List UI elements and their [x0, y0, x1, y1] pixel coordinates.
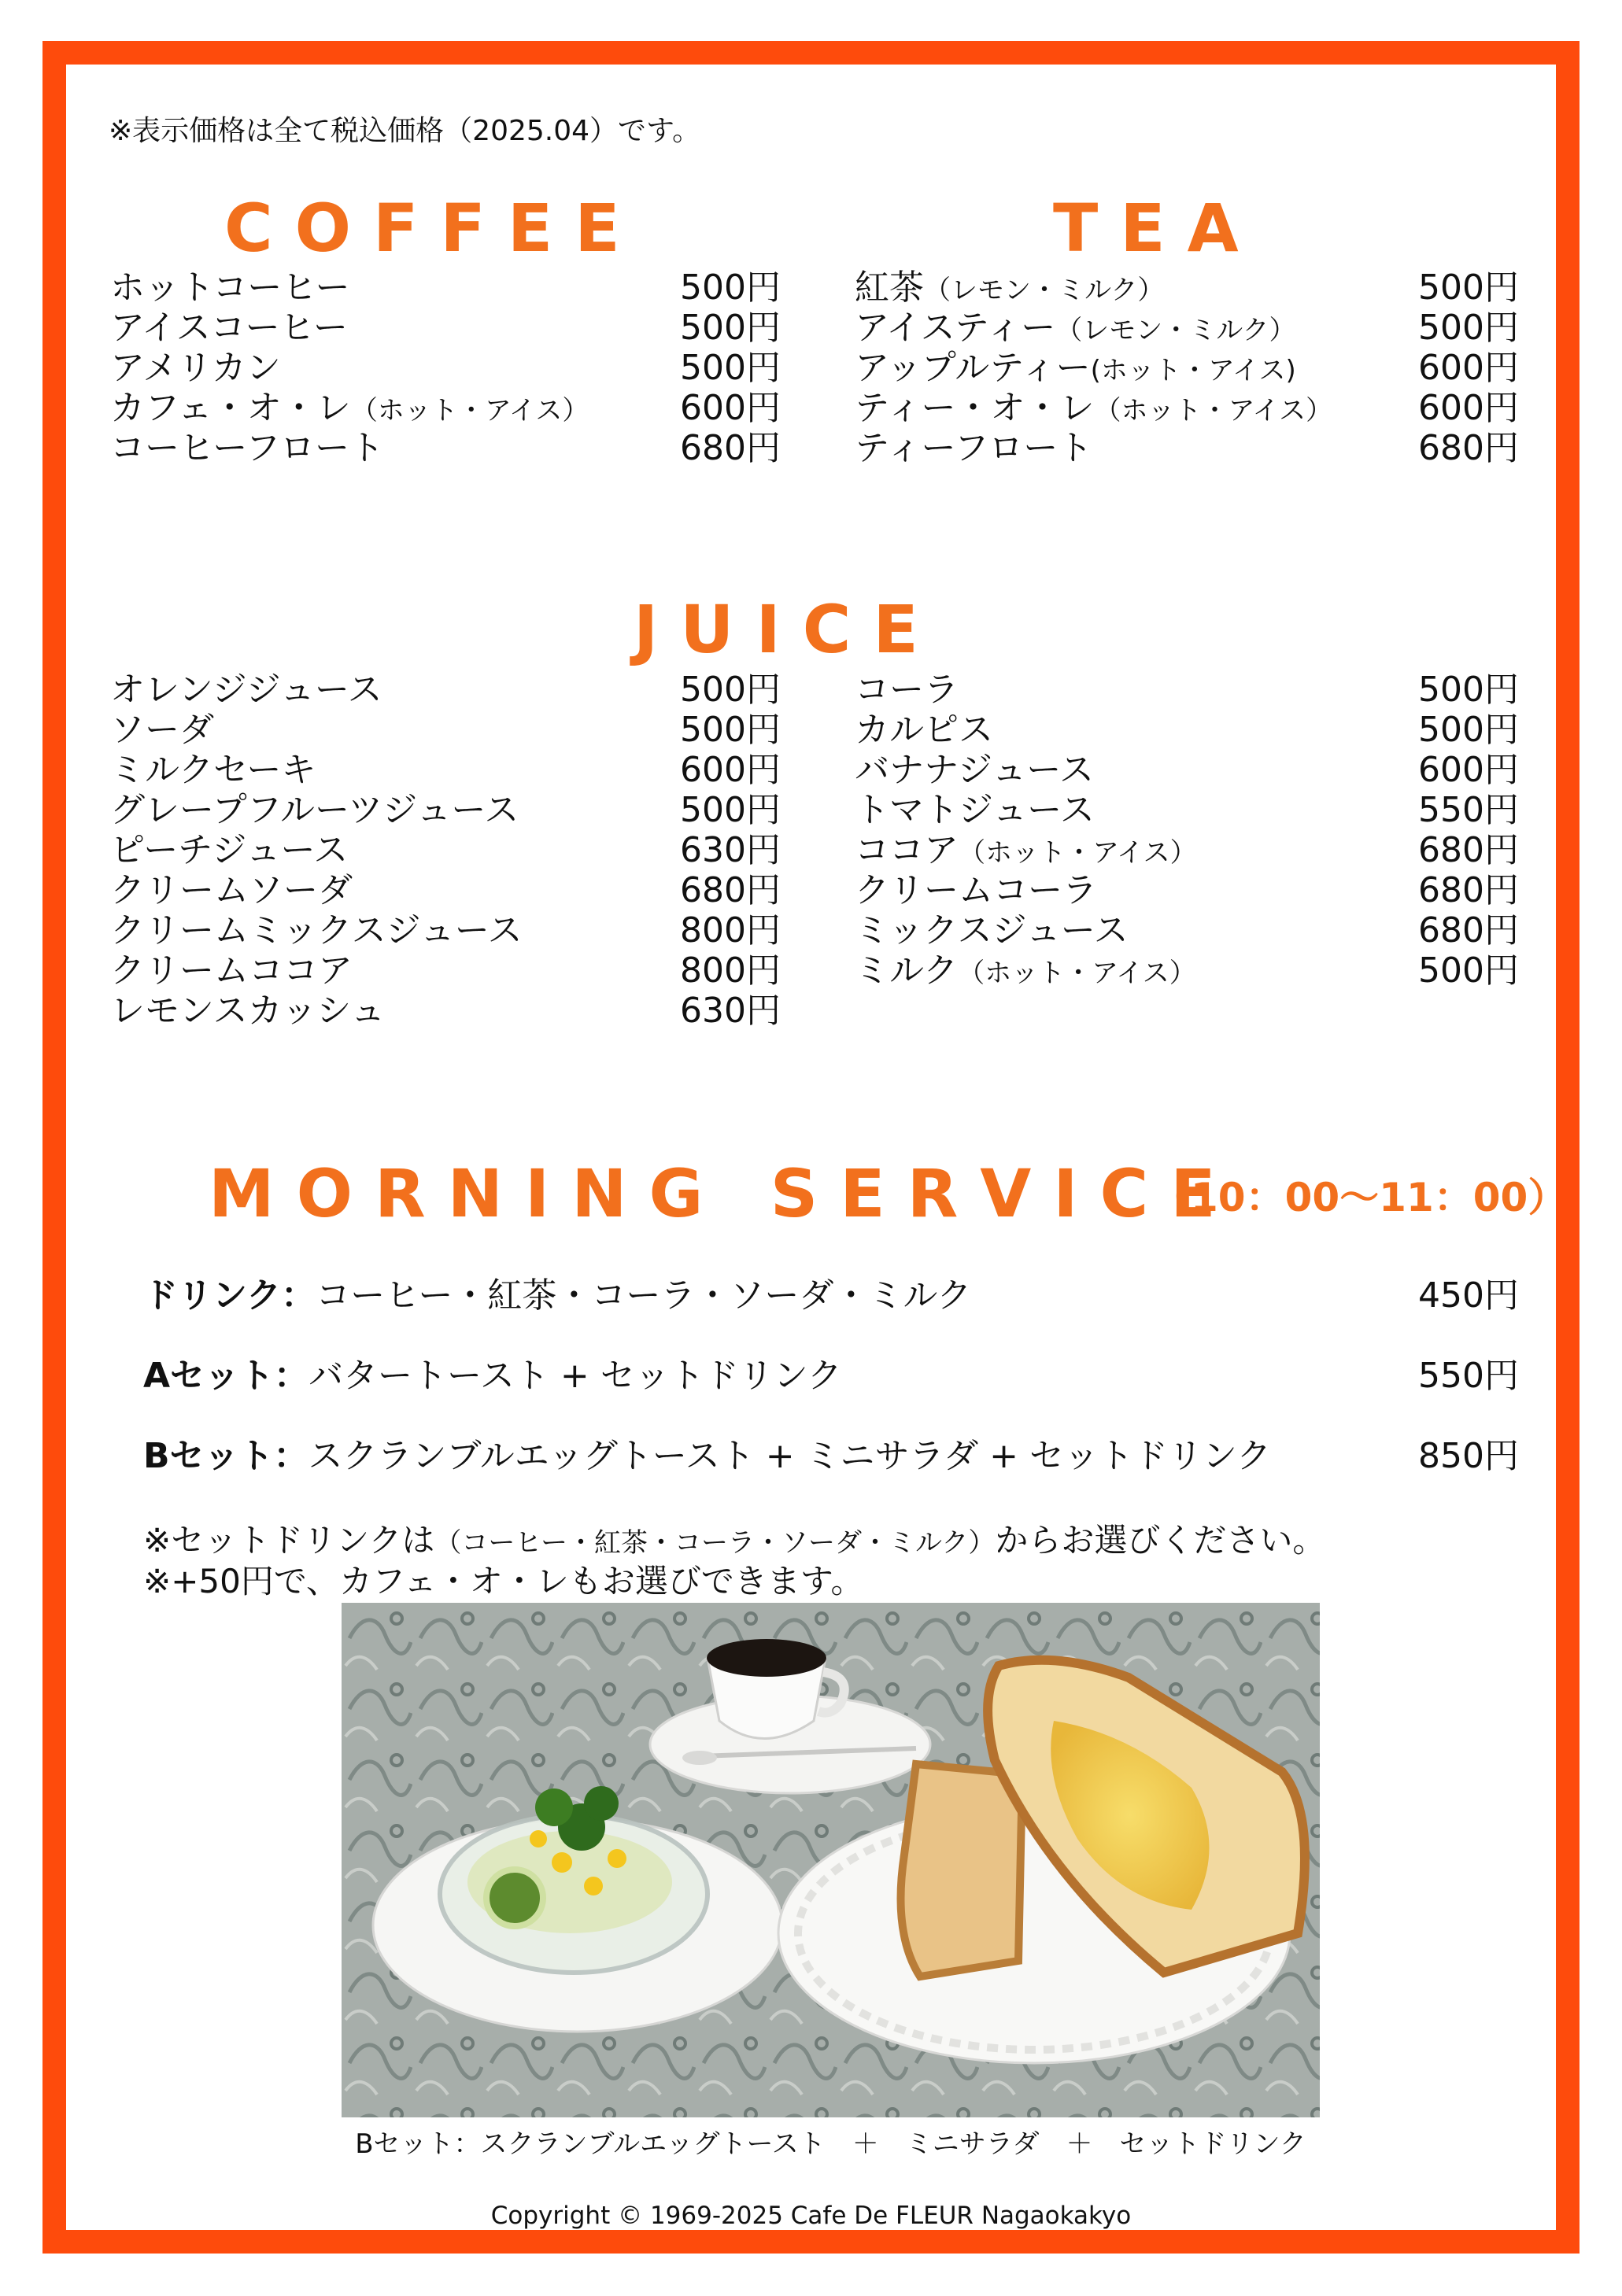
- item-price: 600円: [1418, 750, 1519, 790]
- tea-heading: TEA: [1053, 190, 1261, 267]
- item-name: トマトジュース: [855, 790, 1095, 830]
- item-name: クリームココア: [110, 951, 353, 991]
- menu-item: [110, 910, 781, 951]
- item-name: コーヒーフロート: [110, 428, 385, 468]
- note-drink-options: （コーヒー・紅茶・コーラ・ソーダ・ミルク）: [434, 1527, 996, 1559]
- morning-row-label: ドリンク：: [143, 1275, 316, 1316]
- item-price: 680円: [1418, 830, 1519, 870]
- juice-list-right: [855, 670, 1519, 991]
- menu-item: [855, 308, 1519, 348]
- item-price: 550円: [1418, 790, 1519, 830]
- morning-row-price: 850円: [1418, 1436, 1519, 1476]
- item-name: ミルク: [855, 951, 959, 991]
- item-name: ピーチジュース: [110, 830, 349, 870]
- morning-row-drink: [143, 1272, 1519, 1320]
- item-price: 500円: [1418, 670, 1519, 710]
- item-option: (ホット・アイス): [1090, 355, 1296, 386]
- b-set-photo: [342, 1603, 1320, 2117]
- morning-heading: MORNING SERVICE: [209, 1155, 1238, 1232]
- item-name: バナナジュース: [855, 750, 1095, 790]
- morning-row-set-a: [143, 1353, 1519, 1400]
- menu-item: [110, 670, 781, 710]
- item-name: クリームコーラ: [855, 870, 1097, 910]
- item-name: ココア: [855, 830, 959, 870]
- coffee-list: [110, 268, 781, 468]
- morning-row-label: Aセット：: [143, 1356, 309, 1396]
- menu-item: [855, 790, 1519, 830]
- morning-row-price: 550円: [1418, 1356, 1519, 1396]
- menu-item: [855, 268, 1519, 308]
- item-option: （ホット・アイス）: [958, 958, 1196, 989]
- item-price: 680円: [680, 870, 781, 910]
- item-name: ミルクセーキ: [110, 750, 316, 790]
- item-price: 630円: [680, 830, 781, 870]
- item-name: クリームミックスジュース: [110, 910, 523, 951]
- item-option: （ホット・アイス）: [1094, 395, 1333, 426]
- menu-item: [110, 428, 781, 468]
- menu-item: [110, 790, 781, 830]
- item-price: 500円: [680, 308, 781, 348]
- item-name: ホットコーヒー: [110, 268, 350, 308]
- item-option: （レモン・ミルク）: [924, 275, 1165, 306]
- item-name: レモンスカッシュ: [110, 991, 386, 1031]
- item-price: 600円: [1418, 388, 1519, 428]
- morning-row-set-b: [143, 1433, 1519, 1480]
- item-price: 680円: [1418, 910, 1519, 951]
- item-option: （ホット・アイス）: [959, 837, 1197, 869]
- morning-row-text: バタートースト + セットドリンク: [309, 1356, 842, 1396]
- item-name: カフェ・オ・レ: [110, 388, 351, 428]
- item-price: 600円: [1418, 348, 1519, 388]
- tax-note: ※表示価格は全て税込価格（2025.04）です。: [109, 115, 701, 147]
- menu-item: [110, 870, 781, 910]
- menu-item: [110, 750, 781, 790]
- cafe-au-lait-note: ※+50円で、カフェ・オ・レもお選びできます。: [143, 1562, 864, 1600]
- menu-item: [110, 268, 781, 308]
- item-price: 630円: [680, 991, 781, 1031]
- item-option: （レモン・ミルク）: [1055, 315, 1296, 346]
- menu-item: [855, 750, 1519, 790]
- menu-item: [855, 348, 1519, 388]
- menu-item: [110, 991, 781, 1031]
- menu-item: [855, 670, 1519, 710]
- item-name: オレンジジュース: [110, 670, 382, 710]
- item-price: 600円: [680, 750, 781, 790]
- item-name: ミックスジュース: [855, 910, 1129, 951]
- juice-heading: JUICE: [634, 591, 940, 668]
- item-name: 紅茶: [855, 268, 924, 308]
- item-price: 680円: [1418, 428, 1519, 468]
- item-price: 500円: [680, 710, 781, 750]
- morning-row-text: スクランブルエッグトースト + ミニサラダ + セットドリンク: [308, 1436, 1272, 1476]
- menu-item: [855, 951, 1519, 991]
- item-name: ソーダ: [110, 710, 214, 750]
- menu-item: [855, 870, 1519, 910]
- item-name: アップルティー: [855, 348, 1091, 388]
- menu-item: [855, 388, 1519, 428]
- set-drink-note: [143, 1515, 1325, 1562]
- menu-item: [110, 348, 781, 388]
- item-name: グレープフルーツジュース: [110, 790, 519, 830]
- item-price: 800円: [680, 910, 781, 951]
- item-name: クリームソーダ: [110, 870, 353, 910]
- item-price: 680円: [1418, 870, 1519, 910]
- item-price: 500円: [680, 268, 781, 308]
- menu-item: [110, 830, 781, 870]
- item-name: アイスコーヒー: [110, 308, 348, 348]
- item-price: 500円: [680, 790, 781, 830]
- item-price: 500円: [680, 348, 781, 388]
- morning-row-price: 450円: [1418, 1275, 1519, 1316]
- note-suffix: からお選びください。: [995, 1521, 1326, 1560]
- tea-list: [855, 268, 1519, 468]
- morning-row-label: Bセット：: [143, 1436, 309, 1476]
- item-price: 500円: [680, 670, 781, 710]
- coffee-heading: COFFEE: [224, 190, 642, 267]
- menu-item: [855, 830, 1519, 870]
- morning-hours: （10：00〜11：00）: [1151, 1175, 1568, 1220]
- item-price: 500円: [1418, 308, 1519, 348]
- menu-item: [855, 428, 1519, 468]
- menu-item: [110, 710, 781, 750]
- morning-row-text: コーヒー・紅茶・コーラ・ソーダ・ミルク: [316, 1275, 972, 1316]
- item-price: 500円: [1418, 951, 1519, 991]
- juice-list-left: [110, 670, 781, 1031]
- item-name: ティーフロート: [855, 428, 1093, 468]
- item-price: 500円: [1418, 268, 1519, 308]
- item-name: アメリカン: [110, 348, 281, 388]
- item-name: アイスティー: [855, 308, 1056, 348]
- copyright: Copyright © 1969-2025 Cafe De FLEUR Nagaokakyo: [490, 2202, 1132, 2230]
- menu-item: [855, 710, 1519, 750]
- item-price: 600円: [680, 388, 781, 428]
- item-option: （ホット・アイス）: [350, 395, 589, 426]
- item-price: 800円: [680, 951, 781, 991]
- photo-caption: Bセット：スクランブルエッグトースト ＋ ミニサラダ ＋ セットドリンク: [355, 2128, 1306, 2160]
- menu-item: [110, 951, 781, 991]
- menu-item: [110, 308, 781, 348]
- item-name: ティー・オ・レ: [855, 388, 1095, 428]
- item-price: 500円: [1418, 710, 1519, 750]
- menu-item: [110, 388, 781, 428]
- item-name: カルピス: [855, 710, 993, 750]
- menu-item: [855, 910, 1519, 951]
- note-prefix: ※セットドリンクは: [143, 1521, 435, 1560]
- item-price: 680円: [680, 428, 781, 468]
- item-name: コーラ: [855, 670, 959, 710]
